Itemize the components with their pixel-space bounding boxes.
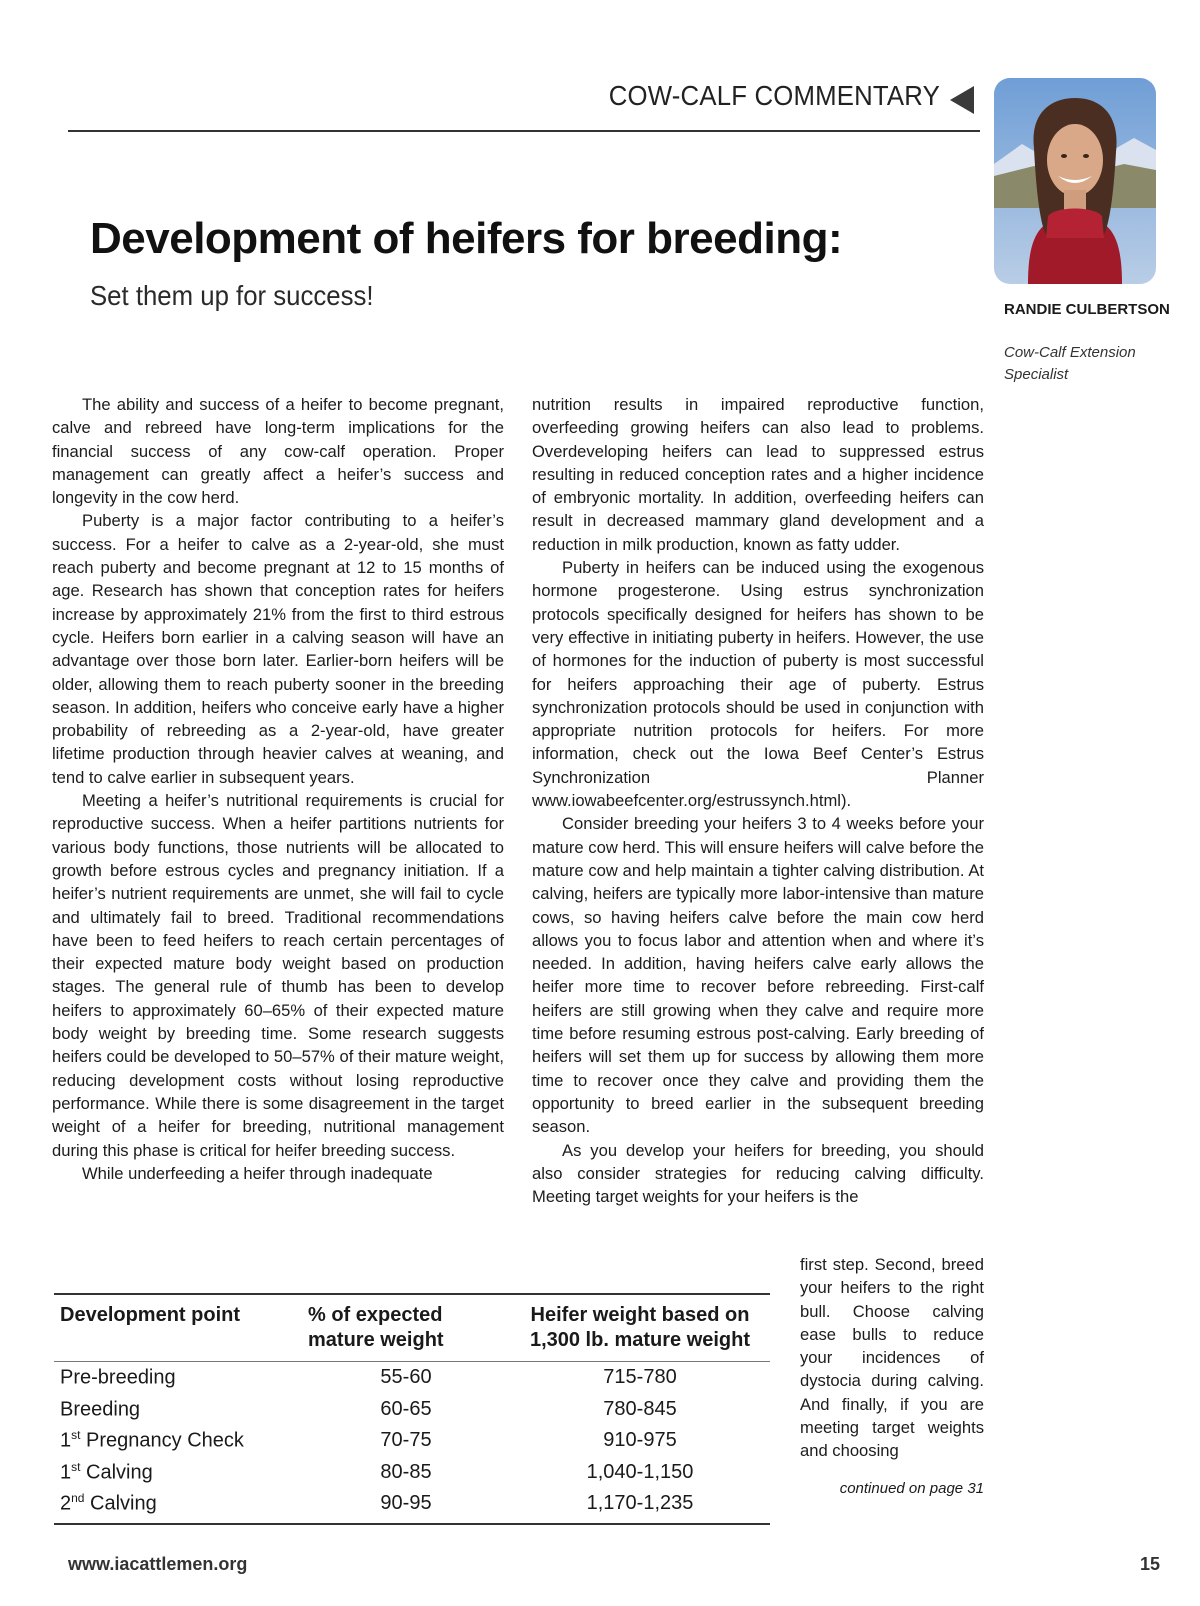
section-label: COW-CALF COMMENTARY (608, 80, 940, 111)
article-subtitle: Set them up for success! (90, 280, 374, 311)
paragraph: Meeting a heifer’s nutritional requirements is crucial for reproductive success. When a heifer partitions nutrients for various body functions, those nutrients will be allocated to growth before estrous cycles and pregnancy initiation. If a heifer’s nutrient requirements are unmet, she will fail to cycle and ultimately fail to breed. Traditional recommendations have been to feed heifers to reach certain percentages of their expected mature body weight based on production stages. The general rule of thumb has been to develop heifers to approximately 60–65% of their expected mature body weight by breeding time. Some research suggests heifers could be developed to 50–57% of their mature weight, reducing development costs without losing reproductive performance. While there is some disagreement in the target weight of a heifer for breeding, nutritional management during this phase is critical for heifer breeding success. (52, 791, 504, 1160)
paragraph: Puberty is a major factor contributing to a heifer’s success. For a heifer to calve as a 2-year-old, she must reach puberty and become pregnant at 12 to 15 months of age. Research has shown that conception rates for heifers increase by approximately 21% from the first to third estrous cycle. Heifers born earlier in a calving season will have an advantage over those born later. Earlier-born heifers will be older, allowing them to reach puberty sooner in the breeding season. In addition, heifers who conceive early have a higher probability of rebreeding as a 2-year-old, have greater lifetime production through heavier calves at weaning, and tend to calve earlier in subsequent years. (52, 511, 504, 787)
page-number: 15 (1139, 1554, 1160, 1574)
percent-cell: 55-60 (380, 1366, 432, 1389)
table-row (54, 1488, 770, 1524)
percent-cell: 60-65 (380, 1397, 432, 1420)
right-column (532, 393, 984, 1208)
narrow-column (800, 1253, 984, 1463)
table-row (54, 1425, 770, 1457)
percent-cell: 70-75 (380, 1429, 432, 1452)
paragraph: As you develop your heifers for breeding, you should also consider strategies for reducing calving difficulty. Meeting target weights for your heifers is the (532, 1140, 984, 1207)
table-header: % of expected mature weight (302, 1294, 510, 1362)
weight-cell: 715-780 (603, 1366, 677, 1389)
paragraph: Consider breeding your heifers 3 to 4 weeks before your mature cow herd. This will ensure heifers will calve before the mature cow and help maintain a tighter calving distribution. At calving, heifers are typically more labor-intensive than mature cows, so having heifers calve before the main cow herd allows you to focus labor and attention when and where it’s needed. In addition, having heifers calve early allows the heifer more time to recover before rebreeding. First-calf heifers are still growing when they calve and require more time before resuming estrous post-calving. Early breeding of heifers will set them up for success by allowing them more time to recover once they calve and providing them the opportunity to breed earlier in the subsequent breeding season. (532, 814, 984, 1137)
table-row (54, 1362, 770, 1394)
author-photo (994, 78, 1156, 284)
weight-cell: 1,040-1,150 (586, 1460, 694, 1483)
table-header: Heifer weight based on 1,300 lb. mature weight (510, 1294, 770, 1362)
table-row (54, 1457, 770, 1489)
weight-cell: 1,170-1,235 (510, 1488, 770, 1524)
author-portrait-icon (994, 78, 1156, 284)
paragraph: nutrition results in impaired reproductive function, overfeeding growing heifers can also lead to problems. Overdeveloping heifers can lead to suppressed estrus resulting in reduced conception rates and a higher incidence of embryonic mortality. In addition, overfeeding heifers can result in decreased mammary gland development and a reduction in milk production, known as fatty udder. (532, 395, 984, 554)
paragraph: While underfeeding a heifer through inadequate (82, 1163, 433, 1183)
development-point-cell: Pre-breeding (60, 1367, 176, 1390)
development-point-cell: 1st Calving (60, 1459, 153, 1484)
weight-cell: 780-845 (603, 1397, 677, 1420)
left-column (52, 393, 504, 1185)
table-header: Development point (54, 1294, 302, 1362)
development-point-cell: 2nd Calving (54, 1488, 302, 1524)
development-point-cell: 1st Pregnancy Check (60, 1428, 244, 1453)
paragraph: first step. Second, breed your heifers to the right bull. Choose calving ease bulls to reduce your incidences of dystocia during calving. And finally, if you are meeting target weights and choosing (800, 1255, 984, 1461)
weight-cell: 910-975 (603, 1429, 677, 1452)
article-title: Development of heifers for breeding: (90, 214, 843, 263)
footer-url: www.iacattlemen.org (68, 1554, 248, 1574)
percent-cell: 80-85 (380, 1460, 432, 1483)
weight-table (54, 1293, 770, 1525)
author-name: RANDIE CULBERTSON (1004, 301, 1170, 318)
continued-note: continued on page 31 (839, 1480, 984, 1497)
table-header-row (54, 1294, 770, 1362)
author-role: Cow-Calf Extension Specialist (1004, 344, 1136, 383)
triangle-left-icon (950, 86, 974, 114)
development-point-cell: Breeding (60, 1398, 141, 1421)
header-divider (68, 130, 980, 132)
percent-cell: 90-95 (302, 1488, 510, 1524)
table-row (54, 1394, 770, 1426)
paragraph: The ability and success of a heifer to become pregnant, calve and rebreed have long-term implications for the financial success of any cow-calf operation. Proper management can greatly affect a heifer’s success and longevity in the cow herd. (52, 395, 504, 508)
paragraph: Puberty in heifers can be induced using the exogenous hormone progesterone. Using estrus synchronization protocols specifically designed for heifers has shown to be very effective in initiating puberty in heifers. However, the use of hormones for the induction of puberty is most successful for heifers approaching their age of puberty. Estrus synchronization protocols should be used in conjunction with appropriate nutrition protocols for heifers. For more information, check out the Iowa Beef Center’s Estrus Synchronization Planner www.iowabeefcenter.org/estrussynch.html). (532, 558, 984, 811)
